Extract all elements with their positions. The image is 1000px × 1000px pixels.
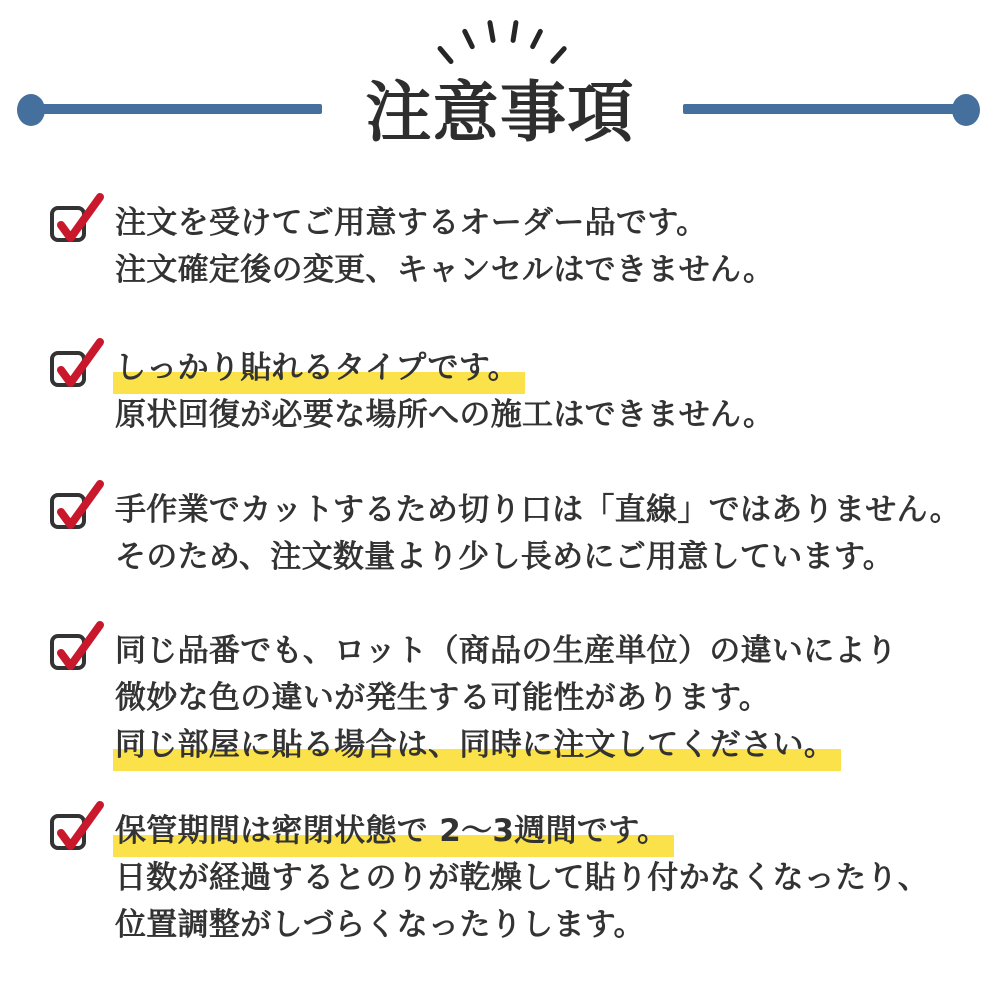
notice-item-adhesive [50,345,960,439]
ray-icon [461,28,475,50]
checked-checkbox-icon [50,814,86,850]
notice-text: 手作業でカットするため切り口は「直線」ではありません。 [115,492,961,528]
ray-icon [529,28,543,50]
notice-text: そのため、注文数量より少し長めにご用意しています。 [115,539,895,575]
checked-checkbox-icon [50,351,86,387]
highlighted-text: 同じ部屋に貼る場合は、同時に注文してください。 [113,727,841,771]
notice-item-order [50,200,960,294]
notice-text: 同じ品番でも、ロット（商品の生産単位）の違いにより [115,633,898,669]
notice-line [115,200,960,247]
notice-line [115,855,960,902]
right-dot-icon [952,94,980,126]
checked-checkbox-icon [50,493,86,529]
checked-checkbox-icon [50,206,86,242]
notice-text: 原状回復が必要な場所への施工はできません。 [115,397,775,433]
notice-line [115,345,960,392]
page-title: 注意事項 [365,74,635,151]
notice-line [115,902,960,949]
highlighted-text: 保管期間は密閉状態で 2～3週間です。 [113,813,674,857]
notice-item-lot-color [50,628,960,769]
notice-item-handcut [50,487,960,581]
notice-line [115,392,960,439]
checkmark-icon [54,337,104,387]
notice-line [115,487,960,534]
checkmark-icon [54,192,104,242]
checkmark-icon [54,800,104,850]
notice-line [115,247,960,294]
notice-text: 注文を受けてご用意するオーダー品です。 [115,205,708,241]
checkmark-icon [54,479,104,529]
notice-line [115,534,960,581]
notice-text: 注文確定後の変更、キャンセルはできません。 [115,252,775,288]
checked-checkbox-icon [50,634,86,670]
notice-line [115,808,960,855]
notice-item-storage [50,808,960,949]
notice-text: 位置調整がしづらくなったりします。 [115,907,645,943]
notice-line [115,628,960,675]
highlighted-text: しっかり貼れるタイプです。 [113,350,525,394]
notice-line [115,722,960,769]
notice-text: 微妙な色の違いが発生する可能性があります。 [115,680,771,716]
notice-line [115,675,960,722]
notice-text: 日数が経過するとのりが乾燥して貼り付かなくなったり、 [115,860,930,896]
right-divider-line [683,104,965,114]
ray-icon [510,20,519,43]
ray-icon [487,20,496,44]
checkmark-icon [54,620,104,670]
ray-icon [437,45,455,65]
ray-icon [549,45,567,65]
